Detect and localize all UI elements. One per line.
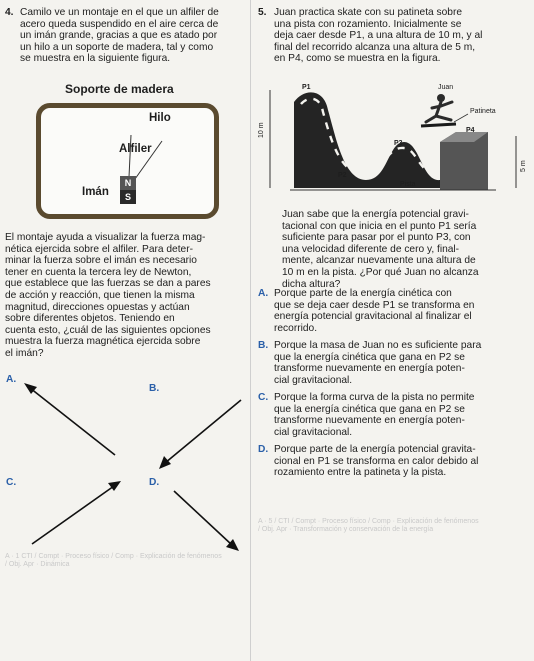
option-c-arrow-icon[interactable] (26, 478, 126, 550)
text-line: muestra la fuerza magnética ejercida sobre (5, 336, 201, 348)
height-left-label: 10 m (258, 122, 265, 138)
option-text (274, 288, 526, 334)
text-line: que se deja caer desde P1 se transforma en (274, 299, 475, 311)
skater-body (426, 102, 452, 122)
text-line: nética ejercida sobre el alfiler. Para deter- (5, 243, 194, 255)
text-line: se muestra en la siguiente figura. (20, 53, 171, 65)
text-line: en P4, como se muestra en la figura. (274, 53, 441, 65)
text-line: que establece que las fuerzas se dan a pares (5, 278, 211, 290)
text-line: sobre diferentes objetos. Teniendo en (5, 313, 175, 325)
track-label: Pista (400, 181, 416, 188)
text-line: tacional con que inicia en el punto P1 sería (282, 220, 477, 232)
text-line: tener en cuenta la tercera ley de Newton, (5, 266, 192, 278)
footer-line: A · 5 / CTI / Compt · Proceso físico / Comp · Explicación de fenómenos (258, 518, 479, 525)
magnet-south-pole: S (120, 190, 136, 204)
text-line: el imán? (5, 347, 44, 359)
option-text (274, 340, 526, 386)
text-line: Porque parte de la energía potencial gravita- (274, 444, 476, 455)
text-line: cial gravitacional. (274, 374, 353, 386)
option-letter[interactable]: A. (258, 288, 269, 299)
thread-line (129, 135, 131, 177)
text-line: magnitud, direcciones opuestas y actúan (5, 301, 190, 313)
height-right-label: 5 m (520, 160, 527, 172)
footer-line: A · 1 CTI / Compt · Proceso físico / Comp · Explicación de fenómenos (5, 553, 222, 560)
option-d-arrow-icon[interactable] (168, 485, 243, 555)
text-line: una pista con rozamiento. Inicialmente se (274, 18, 462, 30)
question-4-footer (5, 553, 222, 569)
text-line: Porque la masa de Juan no es suficiente para (274, 340, 482, 351)
text-line: cional en P1 se transforma en calor debido al (274, 455, 479, 467)
option-a-arrow-icon[interactable] (20, 380, 120, 460)
text-line: cuenta esto, ¿cuál de las siguientes opciones (5, 324, 211, 336)
text-line: dicha altura? (282, 278, 341, 290)
text-line: Porque la forma curva de la pista no permite (274, 392, 475, 403)
text-line: una velocidad diferente de cero y, final- (282, 243, 460, 255)
point-p2-label: P2 (338, 172, 347, 179)
question-5-number: 5. (258, 7, 267, 18)
point-p3-label: P3 (394, 140, 403, 147)
text-line: Juan practica skate con su patineta sobre (274, 7, 463, 18)
text-line: de acción y reacción, que tienen la misma (5, 289, 195, 301)
text-line: recorrido. (274, 322, 318, 334)
board-pointer-line (454, 114, 468, 122)
text-line: rozamiento entre la patineta y la pista. (274, 467, 447, 479)
text-line: un imán grande, gracias a que es atado por (20, 30, 218, 42)
option-text (274, 444, 526, 479)
question-5-intro (274, 7, 529, 65)
text-line: deja caer desde P1, a una altura de 10 m, y al (274, 30, 483, 42)
text-line: final del recorrido alcanza una altura de 5 m, (274, 41, 476, 53)
option-letter[interactable]: B. (258, 340, 269, 351)
pin-label: Alfiler (119, 143, 152, 155)
text-line: que la energía cinética que gana en P2 se (274, 403, 465, 415)
text-line: mente, alcanzar nuevamente una altura de (282, 255, 476, 267)
thread-label: Hilo (149, 112, 171, 124)
text-line: transforme nuevamente en energía poten- (274, 415, 465, 427)
text-line: suficiente para pasar por el punto P3, con (282, 232, 471, 244)
option-b-label[interactable]: B. (149, 383, 160, 394)
option-letter[interactable]: C. (258, 392, 269, 403)
text-line: que la energía cinética que gana en P2 se (274, 351, 465, 363)
text-line: Porque parte de la energía cinética con (274, 288, 452, 299)
text-line: cial gravitacional. (274, 426, 353, 438)
text-line: minar la fuerza sobre el imán es necesario (5, 255, 197, 267)
text-line: transforme nuevamente en energía poten- (274, 363, 465, 375)
question-5-footer (258, 518, 528, 534)
text-line: El montaje ayuda a visualizar la fuerza mag- (5, 232, 206, 243)
option-d-label[interactable]: D. (149, 477, 160, 488)
option-a-label[interactable]: A. (6, 374, 17, 385)
skateboard (421, 124, 456, 126)
text-line: acero queda suspendido en el aire cerca de (20, 18, 219, 30)
option-text (274, 392, 526, 438)
text-line: energía potencial gravitacional al finalizar el (274, 311, 472, 323)
option-c-label[interactable]: C. (6, 477, 17, 488)
footer-line: / Obj. Apr · Transformación y conservación de la energía (258, 526, 434, 533)
footer-line: / Obj. Apr · Dinámica (5, 561, 70, 568)
question-4-number: 4. (5, 7, 14, 18)
question-4-body (5, 232, 248, 360)
option-letter[interactable]: D. (258, 444, 269, 455)
column-divider (250, 0, 251, 661)
text-line: un hilo a un soporte de madera, tal y como (20, 41, 214, 53)
question-5-body (282, 209, 530, 290)
magnet-north-pole: N (120, 176, 136, 190)
point-p1-label: P1 (302, 84, 311, 91)
magnet-label: Imán (82, 186, 109, 198)
text-line: 10 m en la pista. ¿Por qué Juan no alcanza (282, 266, 479, 278)
text-line: Camilo ve un montaje en el que un alfiler de (20, 7, 219, 18)
question-4-intro (20, 7, 248, 65)
option-b-arrow-icon[interactable] (155, 395, 245, 475)
point-p4-label: P4 (466, 127, 475, 134)
support-label: Soporte de madera (65, 82, 174, 96)
text-line: Juan sabe que la energía potencial gravi- (282, 209, 469, 220)
board-label: Patineta (470, 108, 496, 115)
person-label: Juan (438, 84, 454, 91)
